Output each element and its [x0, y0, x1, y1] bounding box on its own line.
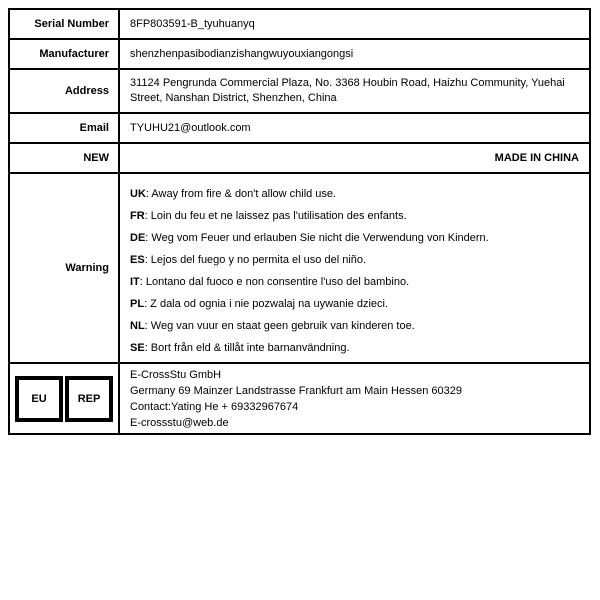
- made-in-china-text: MADE IN CHINA: [494, 151, 579, 164]
- warning-line-nl: [130, 315, 579, 337]
- warning-line-es: [130, 249, 579, 271]
- table-row-serial-number: [10, 10, 589, 40]
- warning-line-se: [130, 337, 579, 359]
- warning-text-uk: : Away from fire & don't allow child use.: [145, 188, 337, 200]
- eu-rep-contact-block: [130, 367, 462, 431]
- address-value: 31124 Pengrunda Commercial Plaza, No. 3368 Houbin Road, Haizhu Community, Yuehai Street, Nanshan District, Shenzhen, China: [130, 77, 565, 104]
- language-code-de: DE: [130, 232, 146, 244]
- warning-text-se: : Bort från eld & tillåt inte barnanvändning.: [144, 342, 350, 354]
- eu-badge-box: EU: [15, 376, 63, 422]
- rep-badge-box: REP: [65, 376, 113, 422]
- new-label: NEW: [10, 144, 120, 172]
- table-row-address: [10, 70, 589, 114]
- table-row-manufacturer: [10, 40, 589, 70]
- language-code-fr: FR: [130, 210, 145, 222]
- table-row-warning: [10, 174, 589, 364]
- language-code-es: ES: [130, 254, 145, 266]
- eu-rep-address: Germany 69 Mainzer Landstrasse Frankfurt am Main Hessen 60329: [130, 384, 462, 397]
- table-row-condition-origin: [10, 144, 589, 174]
- warning-text-es: : Lejos del fuego y no permita el uso del niño.: [144, 254, 367, 266]
- eu-rep-company-name: E-CrossStu GmbH: [130, 368, 222, 381]
- serial-number-label: Serial Number: [10, 10, 120, 38]
- eu-rep-contact-cell: [120, 364, 589, 433]
- language-code-se: SE: [130, 342, 145, 354]
- language-code-uk: UK: [130, 188, 146, 200]
- language-code-pl: PL: [130, 298, 145, 310]
- language-code-it: IT: [130, 276, 140, 288]
- table-row-email: [10, 114, 589, 144]
- email-label: Email: [10, 114, 120, 142]
- product-label-table: [8, 8, 591, 435]
- warning-line-de: [130, 227, 579, 249]
- manufacturer-label: Manufacturer: [10, 40, 120, 68]
- warning-label: Warning: [10, 174, 120, 362]
- warning-line-it: [130, 271, 579, 293]
- warning-text-block: [120, 174, 589, 362]
- email-value: TYUHU21@outlook.com: [130, 121, 251, 134]
- address-label: Address: [10, 70, 120, 112]
- eu-rep-badge-cell: [10, 364, 120, 433]
- warning-text-it: : Lontano dal fuoco e non consentire l'uso del bambino.: [139, 276, 410, 288]
- warning-text-de: : Weg vom Feuer und erlauben Sie nicht die Verwendung von Kindern.: [145, 232, 489, 244]
- manufacturer-value: shenzhenpasibodianzishangwuyouxiangongsi: [130, 47, 354, 60]
- eu-rep-email: E-crossstu@web.de: [130, 416, 229, 429]
- warning-line-fr: [130, 205, 579, 227]
- warning-line-uk: [130, 183, 579, 205]
- warning-text-fr: : Loin du feu et ne laissez pas l'utilisation des enfants.: [144, 210, 407, 222]
- warning-text-nl: : Weg van vuur en staat geen gebruik van kinderen toe.: [144, 320, 415, 332]
- warning-line-pl: [130, 293, 579, 315]
- serial-number-value: 8FP803591-B_tyuhuanyq: [130, 17, 255, 30]
- eu-rep-contact: Contact:Yating He + 69332967674: [130, 400, 299, 413]
- eu-rep-badge: [15, 376, 113, 422]
- language-code-nl: NL: [130, 320, 145, 332]
- table-row-eu-rep: [10, 364, 589, 433]
- warning-text-pl: : Z dala od ognia i nie pozwalaj na uywanie dzieci.: [144, 298, 389, 310]
